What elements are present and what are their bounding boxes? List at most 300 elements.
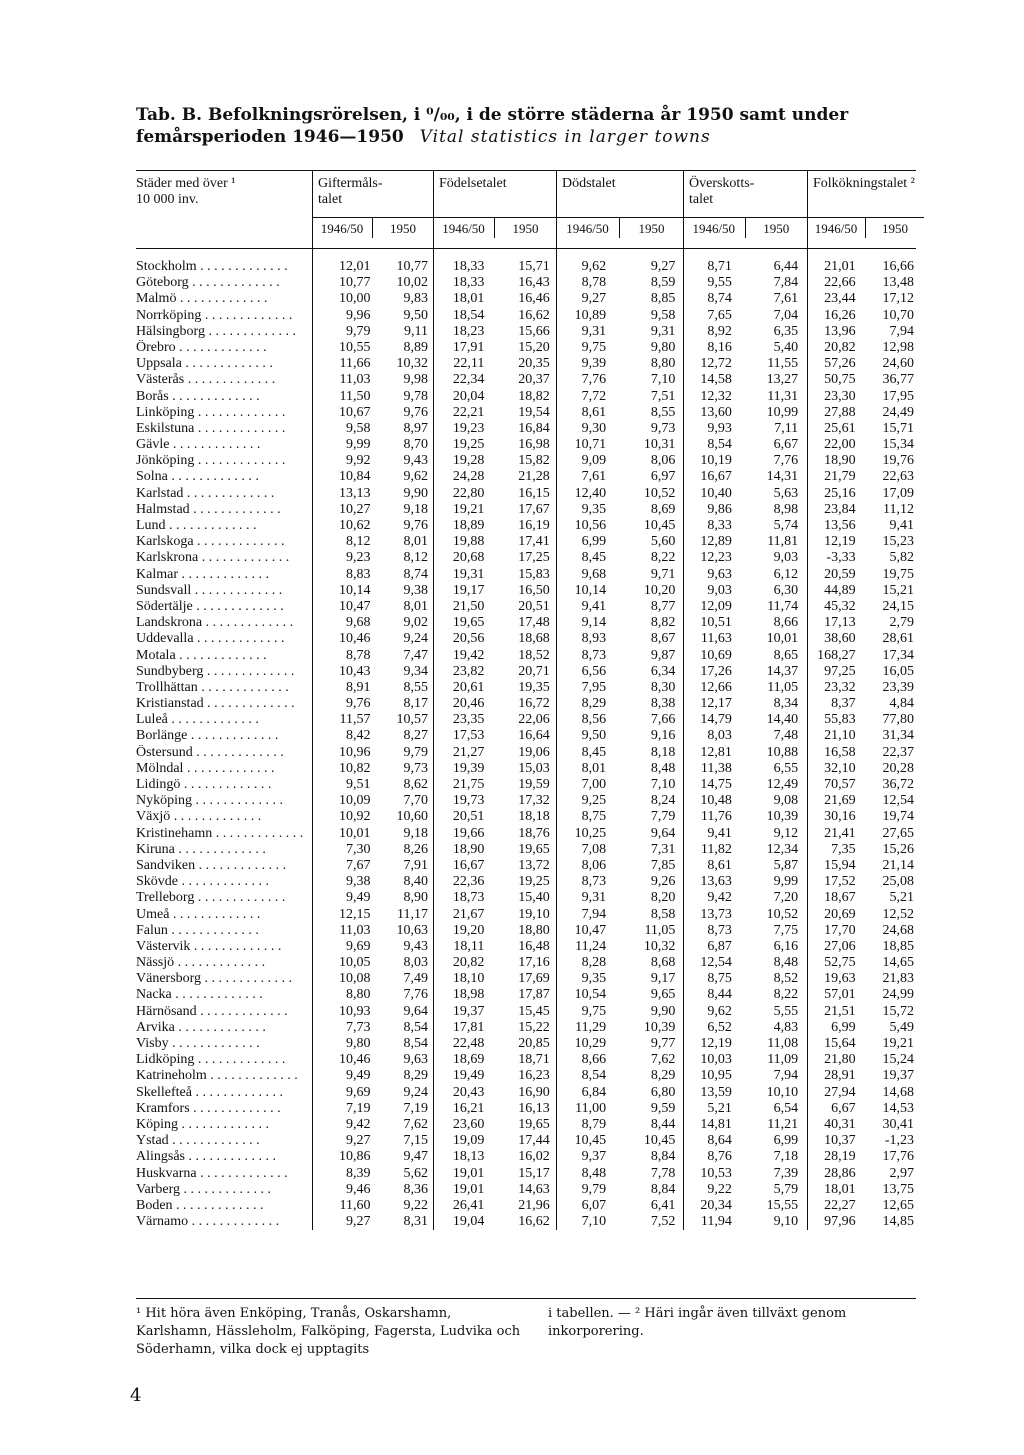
table-cell: 6,54 xyxy=(773,1100,799,1116)
table-cell: 19,39 xyxy=(452,760,485,776)
table-cell: 18,98 xyxy=(452,987,485,1003)
table-cell: 8,42 xyxy=(346,728,371,744)
table-cell: 57,01 xyxy=(824,987,856,1003)
table-cell: 22,36 xyxy=(452,874,485,890)
table-cell: 9,41 xyxy=(581,598,607,614)
table-cell: 8,89 xyxy=(403,339,428,355)
table-row xyxy=(136,1052,916,1068)
table-cell: 11,03 xyxy=(339,922,371,938)
table-cell: 168,27 xyxy=(817,647,856,663)
table-cell: 24,60 xyxy=(882,356,914,372)
table-cell: 5,40 xyxy=(773,339,799,355)
table-cell: 8,39 xyxy=(346,1165,371,1181)
table-cell: 10,01 xyxy=(339,825,371,841)
table-cell: 8,40 xyxy=(403,874,428,890)
table-cell: 11,55 xyxy=(767,356,799,372)
table-cell: 5,49 xyxy=(889,1019,914,1035)
table-cell: 9,64 xyxy=(403,1003,428,1019)
table-cell: 7,04 xyxy=(773,307,799,323)
table-cell: 10,96 xyxy=(339,744,371,760)
table-cell: 9,76 xyxy=(346,696,371,712)
table-cell: 11,31 xyxy=(767,388,799,404)
table-cell: 10,70 xyxy=(882,307,914,323)
table-cell: 8,66 xyxy=(581,1052,607,1068)
header-group-growth: Folkökningstalet ² 1946/50 1950 xyxy=(807,171,924,248)
table-cell: 8,22 xyxy=(650,550,676,566)
table-cell: 12,40 xyxy=(574,485,607,501)
table-row xyxy=(136,1101,916,1117)
table-cell: 11,17 xyxy=(396,906,428,922)
table-cell: 20,34 xyxy=(700,1197,732,1213)
table-cell: 9,98 xyxy=(403,372,428,388)
table-cell: 19,23 xyxy=(452,420,485,436)
table-cell: 14,65 xyxy=(882,955,914,971)
page-number: 4 xyxy=(130,1385,142,1406)
table-cell: 8,48 xyxy=(581,1165,607,1181)
table-cell: 9,83 xyxy=(403,291,428,307)
table-cell: 32,10 xyxy=(824,760,856,776)
table-cell: 7,62 xyxy=(650,1052,676,1068)
table-cell: 8,29 xyxy=(403,1068,428,1084)
table-cell: 9,31 xyxy=(581,323,607,339)
table-cell: 20,46 xyxy=(452,696,485,712)
table-row xyxy=(136,405,916,421)
table-row xyxy=(136,664,916,680)
table-cell: 6,97 xyxy=(650,469,676,485)
table-cell: 9,73 xyxy=(403,760,428,776)
city-name: Kristianstad . . . . . . . . . . . . . xyxy=(136,696,295,712)
table-cell: 22,80 xyxy=(452,485,485,501)
table-cell: 19,01 xyxy=(452,1181,485,1197)
table-cell: 17,34 xyxy=(882,647,914,663)
table-cell: 14,75 xyxy=(700,777,732,792)
table-cell: 5,87 xyxy=(773,857,799,873)
table-row xyxy=(136,550,916,566)
table-cell: 16,90 xyxy=(518,1084,550,1100)
table-cell: 10,52 xyxy=(766,906,799,922)
table-cell: 22,27 xyxy=(824,1197,856,1213)
table-cell: 10,47 xyxy=(339,598,371,614)
table-cell: 16,64 xyxy=(518,728,550,744)
table-cell: 9,93 xyxy=(707,420,732,436)
table-cell: 18,11 xyxy=(453,938,485,954)
table-cell: 7,61 xyxy=(773,291,799,307)
table-cell: 17,48 xyxy=(518,615,550,631)
table-cell: 16,66 xyxy=(882,259,914,274)
table-cell: 8,73 xyxy=(581,647,607,663)
table-cell: 18,71 xyxy=(518,1052,550,1068)
table-cell: 12,19 xyxy=(700,1036,732,1051)
table-cell: 8,17 xyxy=(403,696,428,712)
table-cell: 7,67 xyxy=(346,857,371,873)
city-name: Härnösand . . . . . . . . . . . . . xyxy=(136,1003,288,1019)
table-cell: 8,61 xyxy=(581,404,607,420)
table-cell: 8,82 xyxy=(650,615,676,631)
city-name: Kiruna . . . . . . . . . . . . . xyxy=(136,841,266,857)
table-cell: 8,79 xyxy=(581,1116,607,1132)
table-cell: 9,27 xyxy=(346,1214,371,1230)
table-cell: 15,72 xyxy=(882,1003,914,1019)
table-cell: 19,65 xyxy=(518,841,550,857)
city-name: Kalmar . . . . . . . . . . . . . xyxy=(136,566,269,582)
table-cell: 9,64 xyxy=(650,825,676,841)
table-cell: 16,62 xyxy=(518,1214,550,1230)
table-cell: 18,76 xyxy=(518,825,550,841)
table-cell: 20,61 xyxy=(452,679,485,695)
table-cell: 15,82 xyxy=(518,453,550,469)
table-cell: 9,43 xyxy=(403,938,428,954)
table-cell: 9,79 xyxy=(581,1181,607,1197)
table-cell: 9,14 xyxy=(581,615,607,631)
table-cell: 27,06 xyxy=(824,938,856,954)
table-cell: 9,99 xyxy=(773,874,799,890)
table-cell: 21,69 xyxy=(824,793,856,809)
table-cell: 8,84 xyxy=(650,1149,676,1165)
table-cell: 6,55 xyxy=(773,760,799,776)
table-cell: 9,71 xyxy=(650,566,676,582)
table-cell: 9,75 xyxy=(581,339,607,355)
table-cell: 10,88 xyxy=(766,744,799,760)
table-cell: 17,87 xyxy=(518,987,550,1003)
table-cell: 21,14 xyxy=(882,857,914,873)
table-cell: 10,46 xyxy=(339,631,371,647)
table-cell: 7,48 xyxy=(773,728,799,744)
table-cell: 18,33 xyxy=(452,259,485,274)
table-cell: 9,86 xyxy=(707,501,732,517)
table-cell: 6,35 xyxy=(773,323,799,339)
table-cell: 9,49 xyxy=(346,1068,371,1084)
table-cell: 19,09 xyxy=(452,1133,485,1149)
table-row xyxy=(136,599,916,615)
table-cell: 10,08 xyxy=(339,971,371,987)
table-cell: 8,24 xyxy=(650,793,676,809)
city-name: Skövde . . . . . . . . . . . . . xyxy=(136,874,269,890)
table-title-main: Tab. B. Befolkningsrörelsen, i ⁰/₀₀, i de större städerna år 1950 samt under femårsperioden 1946—1950 xyxy=(136,105,849,147)
table-cell: 25,61 xyxy=(824,420,856,436)
table-cell: 6,80 xyxy=(650,1084,676,1100)
table-cell: 20,59 xyxy=(824,566,856,582)
table-cell: 19,20 xyxy=(452,922,485,938)
table-cell: 8,48 xyxy=(773,955,799,971)
table-cell: 8,67 xyxy=(650,631,676,647)
table-row xyxy=(136,907,916,923)
table-cell: 23,35 xyxy=(452,712,485,728)
table-row xyxy=(136,987,916,1003)
table-cell: 7,72 xyxy=(581,388,607,404)
table-cell: 10,03 xyxy=(700,1052,732,1068)
table-cell: 38,60 xyxy=(824,631,856,647)
table-cell: 55,83 xyxy=(824,712,856,728)
table-cell: 4,83 xyxy=(773,1019,799,1035)
table-row xyxy=(136,1036,916,1052)
table-cell: 11,08 xyxy=(767,1036,799,1051)
city-name: Köping . . . . . . . . . . . . . xyxy=(136,1116,269,1132)
city-name: Katrineholm . . . . . . . . . . . . . xyxy=(136,1068,298,1084)
table-cell: 13,48 xyxy=(882,275,914,291)
table-row xyxy=(136,728,916,744)
table-cell: 16,13 xyxy=(518,1100,550,1116)
table-cell: 19,42 xyxy=(452,647,485,663)
table-row xyxy=(136,518,916,534)
table-cell: 8,74 xyxy=(707,291,732,307)
table-cell: 16,62 xyxy=(518,307,550,323)
table-cell: 9,34 xyxy=(403,663,428,679)
table-cell: 18,73 xyxy=(452,890,485,906)
table-cell: 16,67 xyxy=(452,857,485,873)
table-cell: 9,10 xyxy=(773,1214,799,1230)
table-cell: 8,06 xyxy=(581,857,607,873)
table-cell: 11,74 xyxy=(767,598,799,614)
table-row xyxy=(136,971,916,987)
table-cell: 9,09 xyxy=(581,453,607,469)
table-cell: 97,25 xyxy=(824,663,856,679)
table-cell: 9,12 xyxy=(773,825,799,841)
table-row xyxy=(136,259,916,275)
table-cell: 8,45 xyxy=(581,744,607,760)
table-cell: 23,82 xyxy=(452,663,485,679)
table-cell: 7,76 xyxy=(403,987,428,1003)
table-cell: 9,99 xyxy=(346,437,371,453)
table-cell: 7,84 xyxy=(773,275,799,291)
table-cell: 15,66 xyxy=(518,323,550,339)
table-cell: 22,48 xyxy=(452,1036,485,1051)
table-cell: 7,62 xyxy=(403,1116,428,1132)
table-cell: 30,16 xyxy=(824,809,856,825)
table-cell: 10,67 xyxy=(339,404,371,420)
table-cell: 8,31 xyxy=(403,1214,428,1230)
table-cell: 11,12 xyxy=(883,501,914,517)
table-cell: 22,66 xyxy=(824,275,856,291)
city-name: Sundbyberg . . . . . . . . . . . . . xyxy=(136,663,295,679)
table-cell: 12,01 xyxy=(339,259,371,274)
table-cell: 14,81 xyxy=(700,1116,732,1132)
table-cell: 7,10 xyxy=(581,1214,607,1230)
city-name: Varberg . . . . . . . . . . . . . xyxy=(136,1181,272,1197)
table-cell: 12,17 xyxy=(700,696,732,712)
city-name: Stockholm . . . . . . . . . . . . . xyxy=(136,259,288,274)
table-cell: 8,12 xyxy=(403,550,428,566)
table-cell: 6,12 xyxy=(773,566,799,582)
table-cell: 8,30 xyxy=(650,679,676,695)
table-cell: 9,41 xyxy=(889,518,914,533)
table-cell: 15,94 xyxy=(824,857,856,873)
table-cell: 9,11 xyxy=(403,323,428,339)
table-cell: 7,47 xyxy=(403,647,428,663)
table-cell: 14,37 xyxy=(766,663,799,679)
table-cell: 7,91 xyxy=(403,857,428,873)
table-cell: 24,99 xyxy=(882,987,914,1003)
table-cell: 97,96 xyxy=(824,1214,856,1230)
table-cell: 9,24 xyxy=(403,1084,428,1100)
city-name: Trollhättan . . . . . . . . . . . . . xyxy=(136,679,289,695)
table-cell: 12,15 xyxy=(339,906,371,922)
table-cell: 12,65 xyxy=(882,1197,914,1213)
table-cell: 10,45 xyxy=(574,1133,607,1149)
table-cell: 9,58 xyxy=(346,420,371,436)
table-cell: 7,73 xyxy=(346,1019,371,1035)
table-cell: 7,15 xyxy=(403,1133,428,1149)
table-cell: 6,99 xyxy=(831,1019,856,1035)
table-cell: 18,67 xyxy=(824,890,856,906)
table-cell: 19,31 xyxy=(452,566,485,582)
table-row xyxy=(136,389,916,405)
table-cell: 11,57 xyxy=(339,712,371,728)
table-cell: 7,76 xyxy=(581,372,607,388)
table-cell: 7,94 xyxy=(773,1068,799,1084)
table-cell: 10,55 xyxy=(339,339,371,355)
table-cell: 19,75 xyxy=(882,566,914,582)
table-cell: 28,91 xyxy=(824,1068,856,1084)
table-row xyxy=(136,615,916,631)
table-cell: 9,75 xyxy=(581,1003,607,1019)
city-name: Nyköping . . . . . . . . . . . . . xyxy=(136,793,283,809)
table-row xyxy=(136,534,916,550)
table-cell: 7,94 xyxy=(581,906,607,922)
table-cell: 11,66 xyxy=(339,356,371,372)
table-cell: 8,03 xyxy=(707,728,732,744)
city-name: Växjö . . . . . . . . . . . . . xyxy=(136,809,262,825)
table-cell: 7,11 xyxy=(774,420,799,436)
table-body xyxy=(136,259,916,1230)
table-cell: 2,79 xyxy=(889,615,914,631)
table-cell: 8,98 xyxy=(773,501,799,517)
statistics-table xyxy=(136,170,916,1230)
table-row xyxy=(136,437,916,453)
table-cell: 10,82 xyxy=(339,760,371,776)
table-cell: 22,34 xyxy=(452,372,485,388)
table-cell: 9,63 xyxy=(707,566,732,582)
table-cell: 21,83 xyxy=(882,971,914,987)
table-row xyxy=(136,1133,916,1149)
table-cell: 10,20 xyxy=(643,582,676,598)
city-name: Sandviken . . . . . . . . . . . . . xyxy=(136,857,287,873)
table-cell: 10,89 xyxy=(574,307,607,323)
table-cell: 9,90 xyxy=(650,1003,676,1019)
table-cell: 20,85 xyxy=(518,1036,550,1051)
table-cell: 16,67 xyxy=(700,469,732,485)
table-row xyxy=(136,275,916,291)
table-cell: -3,33 xyxy=(826,550,856,566)
table-cell: 15,03 xyxy=(518,760,550,776)
table-cell: 10,32 xyxy=(396,356,428,372)
table-cell: 6,67 xyxy=(773,437,799,453)
table-cell: 9,58 xyxy=(650,307,676,323)
table-cell: 9,50 xyxy=(403,307,428,323)
table-cell: 10,02 xyxy=(396,275,428,291)
table-cell: 8,61 xyxy=(707,857,732,873)
table-cell: 6,67 xyxy=(831,1100,856,1116)
table-cell: 8,66 xyxy=(773,615,799,631)
city-name: Uppsala . . . . . . . . . . . . . xyxy=(136,356,273,372)
table-cell: 10,39 xyxy=(766,809,799,825)
table-row xyxy=(136,1020,916,1036)
table-cell: 12,32 xyxy=(700,388,732,404)
city-name: Skellefteå . . . . . . . . . . . . . xyxy=(136,1084,283,1100)
table-cell: 9,03 xyxy=(707,582,732,598)
table-cell: 8,54 xyxy=(403,1036,428,1051)
table-cell: 21,75 xyxy=(452,777,485,792)
table-cell: 21,41 xyxy=(824,825,856,841)
city-name: Trelleborg . . . . . . . . . . . . . xyxy=(136,890,286,906)
city-column-header: Städer med över ¹ 10 000 inv. xyxy=(136,176,236,207)
city-name: Mölndal . . . . . . . . . . . . . xyxy=(136,760,275,776)
table-cell: 8,28 xyxy=(581,955,607,971)
table-cell: 18,01 xyxy=(824,1181,856,1197)
table-cell: 11,94 xyxy=(700,1214,732,1230)
city-name: Vänersborg . . . . . . . . . . . . . xyxy=(136,971,293,987)
table-cell: 16,48 xyxy=(518,938,550,954)
table-cell: 52,75 xyxy=(824,955,856,971)
table-cell: 27,88 xyxy=(824,404,856,420)
table-cell: 50,75 xyxy=(824,372,856,388)
table-cell: 8,01 xyxy=(403,598,428,614)
table-cell: 15,71 xyxy=(518,259,550,274)
table-cell: 17,26 xyxy=(700,663,732,679)
table-cell: 8,54 xyxy=(707,437,732,453)
table-cell: 12,54 xyxy=(882,793,914,809)
table-cell: 15,24 xyxy=(882,1052,914,1068)
table-cell: 13,60 xyxy=(700,404,732,420)
table-cell: 23,32 xyxy=(824,679,856,695)
table-cell: 7,85 xyxy=(650,857,676,873)
table-cell: 7,75 xyxy=(773,922,799,938)
table-cell: 21,96 xyxy=(518,1197,550,1213)
table-row xyxy=(136,291,916,307)
table-row xyxy=(136,745,916,761)
table-cell: 26,41 xyxy=(452,1197,485,1213)
table-row xyxy=(136,809,916,825)
table-cell: 10,77 xyxy=(339,275,371,291)
table-cell: 10,05 xyxy=(339,955,371,971)
table-cell: 5,21 xyxy=(889,890,914,906)
city-name: Karlstad . . . . . . . . . . . . . xyxy=(136,485,275,501)
table-cell: 10,09 xyxy=(339,793,371,809)
table-cell: 10,45 xyxy=(643,518,676,533)
table-cell: 16,15 xyxy=(518,485,550,501)
table-row xyxy=(136,858,916,874)
table-cell: 13,72 xyxy=(518,857,550,873)
table-cell: 13,56 xyxy=(824,518,856,533)
table-cell: 6,41 xyxy=(650,1197,676,1213)
city-name: Alingsås . . . . . . . . . . . . . xyxy=(136,1149,276,1165)
table-cell: 19,66 xyxy=(452,825,485,841)
table-cell: 24,15 xyxy=(882,598,914,614)
table-cell: 11,09 xyxy=(767,1052,799,1068)
table-cell: 20,71 xyxy=(518,663,550,679)
table-cell: 9,17 xyxy=(650,971,676,987)
table-row xyxy=(136,923,916,939)
table-cell: 15,55 xyxy=(766,1197,799,1213)
table-cell: 9,51 xyxy=(346,777,371,792)
city-name: Norrköping . . . . . . . . . . . . . xyxy=(136,307,293,323)
table-cell: 17,67 xyxy=(518,501,550,517)
table-cell: 16,84 xyxy=(518,420,550,436)
table-cell: 18,69 xyxy=(452,1052,485,1068)
city-name: Västervik . . . . . . . . . . . . . xyxy=(136,938,282,954)
table-cell: 12,19 xyxy=(824,534,856,550)
table-cell: 27,94 xyxy=(824,1084,856,1100)
city-name: Nacka . . . . . . . . . . . . . xyxy=(136,987,263,1003)
table-cell: 9,68 xyxy=(581,566,607,582)
table-cell: 10,51 xyxy=(700,615,732,631)
table-cell: 11,24 xyxy=(575,938,607,954)
table-cell: 11,05 xyxy=(767,679,799,695)
table-cell: 9,43 xyxy=(403,453,428,469)
city-name: Lund . . . . . . . . . . . . . xyxy=(136,518,257,533)
city-name: Karlskoga . . . . . . . . . . . . . xyxy=(136,534,285,550)
table-cell: 13,27 xyxy=(766,372,799,388)
table-cell: 5,55 xyxy=(773,1003,799,1019)
